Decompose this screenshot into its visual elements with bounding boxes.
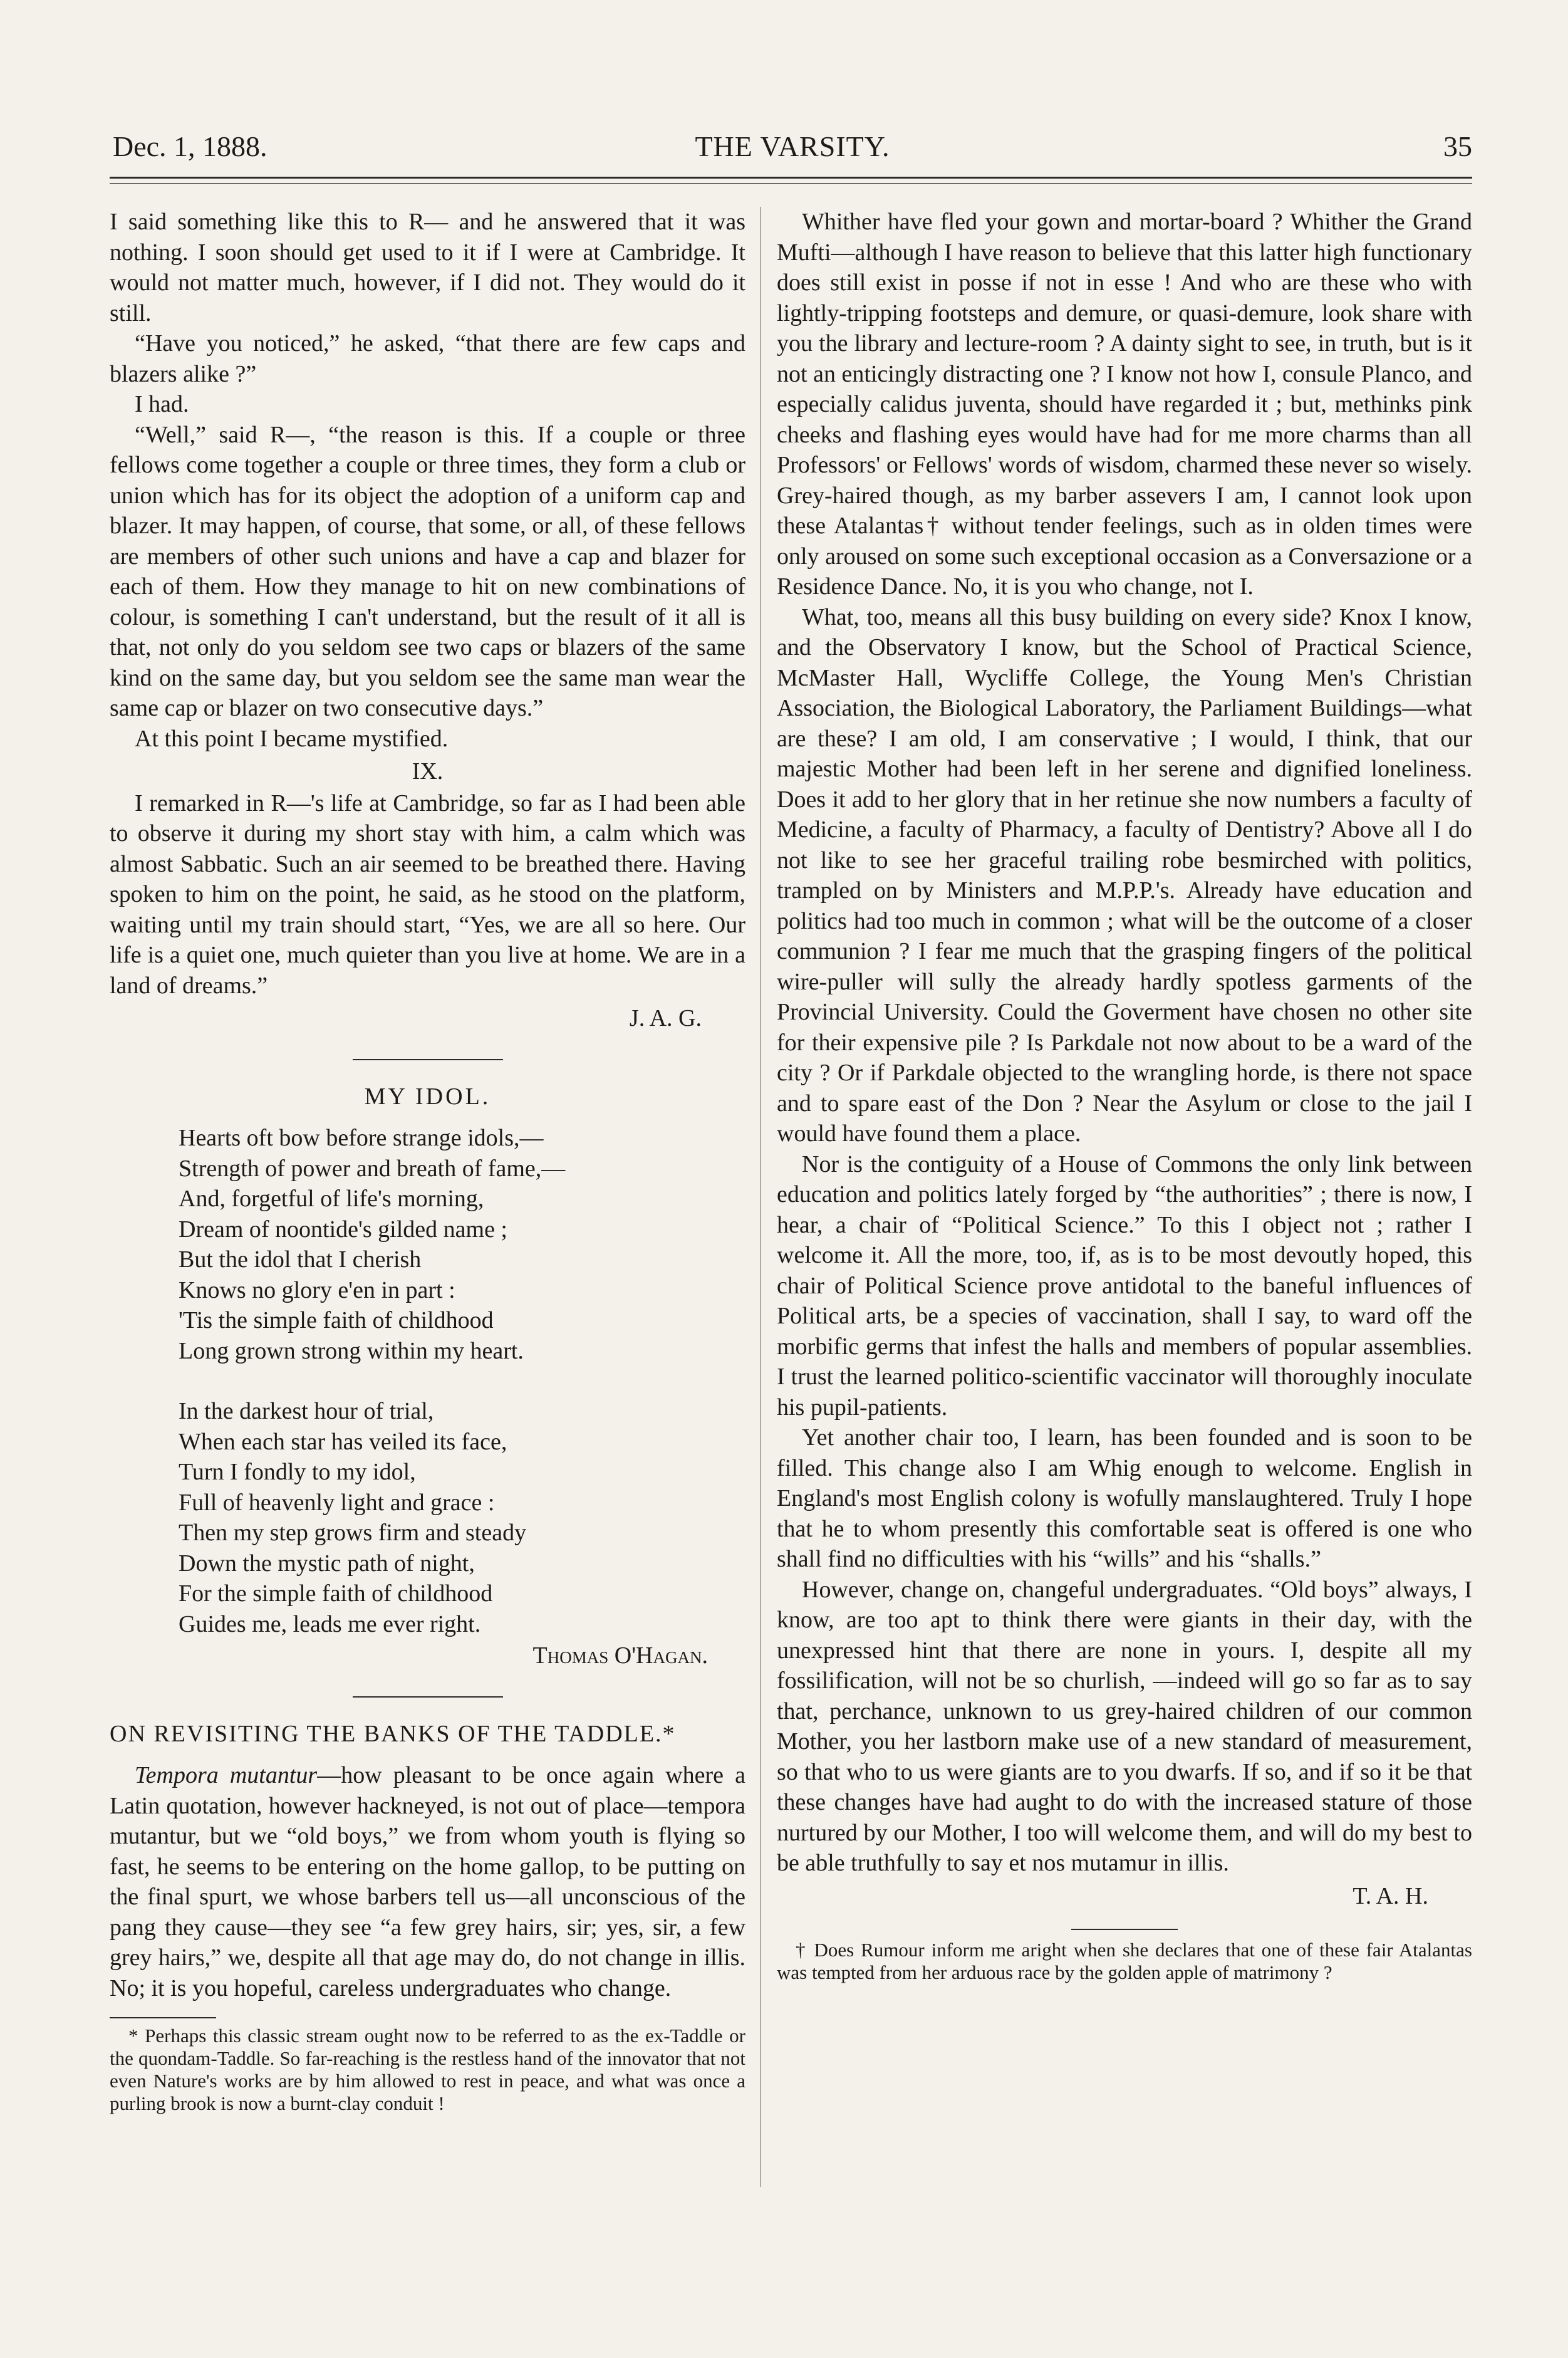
poem-line: Long grown strong within my heart. [179,1337,524,1364]
essay-paragraph: However, change on, changeful undergraduates. “Old boys” always, I know, are too apt to think there were giants in their day, with the unexpressed hint that there are none in yours. I, despite all my fossilification, will not be so churlish, —indeed will go so far as to say that, perchance, unknown to us grey-haired children of our common Mother, you her lastborn make use of a new standard of measurement, so that who to us were giants are to you dwarfs. If so, and if so it be that these changes have had aught to do with the increased stature of those nurtured by our Mother, I too will welcome them, and will do my best to be able truthfully to say et nos mutamur in illis. [777,1576,1472,1876]
publication-title: THE VARSITY. [695,130,890,162]
article-paragraph: At this point I became mystified. [135,725,449,752]
essay-paragraph: What, too, means all this busy building on every side? Knox I know, and the Observatory I know, but the School of Practical Science, McMaster Hall, Wycliffe College, the Young Men's Christian Association, the Biological Laboratory, the Parliament Buildings—what are these? I am old, I am conservative ; I would, I think, that our majestic Mother had been left in her serene and dignified loneliness. Does it add to her glory that in her retinue she now numbers a faculty of Medicine, a faculty of Pharmacy, a faculty of Dentistry? Above all I do not like to see her graceful trailing robe besmirched with politics, trampled on by Ministers and M.P.P.'s. Already have education and politics had too much in common ; what will be the outcome of a closer communion ? I fear me much that the grasping fingers of the political wire-puller will sully the already hardly spotless garments of the Provincial University. Could the Goverment have chosen no other site for their expensive pile ? Is Parkdale not now about to be a ward of the city ? Or if Parkdale objected to the wrangling horde, is there not space and to spare east of the Don ? Near the Asylum or close to the jail I would have found them a place. [777,603,1472,1147]
section-number: IX. [412,758,444,785]
article-paragraph: I had. [135,391,189,417]
essay-paragraph: Nor is the contiguity of a House of Commons the only link between education and politics lately forged by “the authorities” ; there is now, I hear, a chair of “Political Science.” To this I object not ; rather I welcome it. All the more, too, if, as is to be most devoutly hoped, this chair of Political Science prove antidotal to the baneful influences of Political arts, be a species of vaccination, shall I say, to ward off the morbific germs that infest the halls and members of popular assemblies. I trust the learned politico-scientific vaccinator will thoroughly inoculate his pupil-patients. [777,1150,1472,1421]
footnote-rule [1071,1929,1178,1930]
essay-title: ON REVISITING THE BANKS OF THE TADDLE.* [110,1720,676,1747]
article-signature: J. A. G. [629,1005,702,1031]
poem-line: And, forgetful of life's morning, [179,1186,484,1212]
poem-line: Hearts oft bow before strange idols,— [179,1125,544,1151]
poem-line: Then my step grows firm and steady [179,1520,527,1546]
footnote-rule [110,2017,216,2018]
poem-line: But the idol that I cherish [179,1246,422,1273]
poem-line: Guides me, leads me ever right. [179,1610,481,1637]
column-divider [760,207,761,2187]
poem-title: MY IDOL. [364,1083,491,1110]
poem-author: Thomas O'Hagan. [532,1642,708,1669]
article-paragraph: “Well,” said R—, “the reason is this. If a couple or three fellows come together a couple or three times, they form a club or union which has for its object the adoption of a uniform cap and blazer. It may happen, of course, that some, or all, of these fellows are members of other such unions and have a cap and blazer for each of them. How they manage to hit on new combinations of colour, is something I can't understand, but the result of it all is that, not only do you seldom see two caps or blazers of the same kind on the same day, but you seldom see the same man wear the same cap or blazer on two consecutive days.” [110,421,745,721]
left-column [110,207,745,2115]
latin-phrase: Tempora mutantur [135,1762,318,1788]
poem-line: Down the mystic path of night, [179,1550,475,1577]
poem-line: Turn I fondly to my idol, [179,1459,416,1485]
poem-stanza-1 [110,1123,745,1366]
footnote: * Perhaps this classic stream ought now to be referred to as the ex-Taddle or the quondam-Taddle. So far-reaching is the restless hand of the innovator that not even Nature's works are by him allowed to rest in peace, and what was once a purling brook is now a burnt-clay conduit ! [110,2025,745,2114]
page-number: 35 [1443,130,1472,162]
poem-line: Knows no glory e'en in part : [179,1276,455,1303]
poem-line: In the darkest hour of trial, [179,1398,434,1424]
poem-line: Dream of noontide's gilded name ; [179,1216,507,1243]
poem-line: 'Tis the simple faith of childhood [179,1307,494,1333]
poem-line: Full of heavenly light and grace : [179,1489,495,1516]
article-paragraph: I said something like this to R— and he answered that it was nothing. I soon should get used to it if I were at Cambridge. It would not matter much, however, if I did not. They would do it still. [110,209,745,326]
article-paragraph: I remarked in R—'s life at Cambridge, so far as I had been able to observe it during my short stay with him, a calm which was almost Sabbatic. Such an air seemed to be breathed there. Having spoken to him on the point, he said, as he stood on the platform, waiting until my train should start, “Yes, we are all so here. Our life is a quiet one, much quieter than you live at home. We are in a land of dreams.” [110,790,745,999]
poem-line: Strength of power and breath of fame,— [179,1155,566,1182]
essay-text: —how pleasant to be once again where a Latin quotation, however hackneyed, is not out of place—tempora mutantur, but we “old boys,” we from whom youth is flying so fast, he seems to be entering on the home gallop, to be putting on the final spurt, we whose barbers tell us—all unconscious of the pang they cause—they see “a few grey hairs, sir; yes, sir, a few grey hairs,” we, despite all that age may do, do not change in illis. No; it is you hopeful, careless undergraduates who change. [110,1762,745,2001]
right-column [777,207,1472,1984]
essay-paragraph [110,1760,745,2003]
essay-paragraph: Yet another chair too, I learn, has been founded and is soon to be filled. This change also I am Whig enough to welcome. English in England's most English colony is wofully manslaughtered. Truly I hope that he to whom presently this comfortable seat is offered is one who shall find no difficulties with his “wills” and his “shalls.” [777,1424,1472,1572]
section-rule [353,1696,503,1698]
header-rule-thin [110,183,1472,184]
article-paragraph: “Have you noticed,” he asked, “that there are few caps and blazers alike ?” [110,330,745,387]
issue-date: Dec. 1, 1888. [113,130,267,162]
poem-stanza-2 [110,1396,745,1639]
section-rule [353,1059,503,1060]
essay-signature: T. A. H. [1353,1882,1428,1909]
header-rule [110,177,1472,179]
essay-paragraph: Whither have fled your gown and mortar-board ? Whither the Grand Mufti—although I have reason to believe that this latter high functionary does still exist in posse if not in esse ! And who are these who with lightly-tripping footsteps and demure, or quasi-demure, look share with you the library and lecture-room ? A dainty sight to see, in truth, but is it not an enticingly distracting one ? I know not how I, consule Planco, and especially calidus juventa, should have regarded it ; but, methinks pink cheeks and flashing eyes would have had for me more charms than all Professors' or Fellows' words of wisdom, charmed these never so wisely. Grey-haired though, as my barber assevers I am, I cannot look upon these Atalantas† without tender feelings, such as in olden times were only aroused on some such exceptional occasion as a Conversazione or a Residence Dance. No, it is you who change, not I. [777,209,1472,600]
poem-line: When each star has veiled its face, [179,1428,507,1455]
page-header [113,122,1472,172]
footnote: † Does Rumour inform me aright when she declares that one of these fair Atalantas was tempted from her arduous race by the golden apple of matrimony ? [777,1939,1472,1983]
poem-line: For the simple faith of childhood [179,1580,493,1607]
